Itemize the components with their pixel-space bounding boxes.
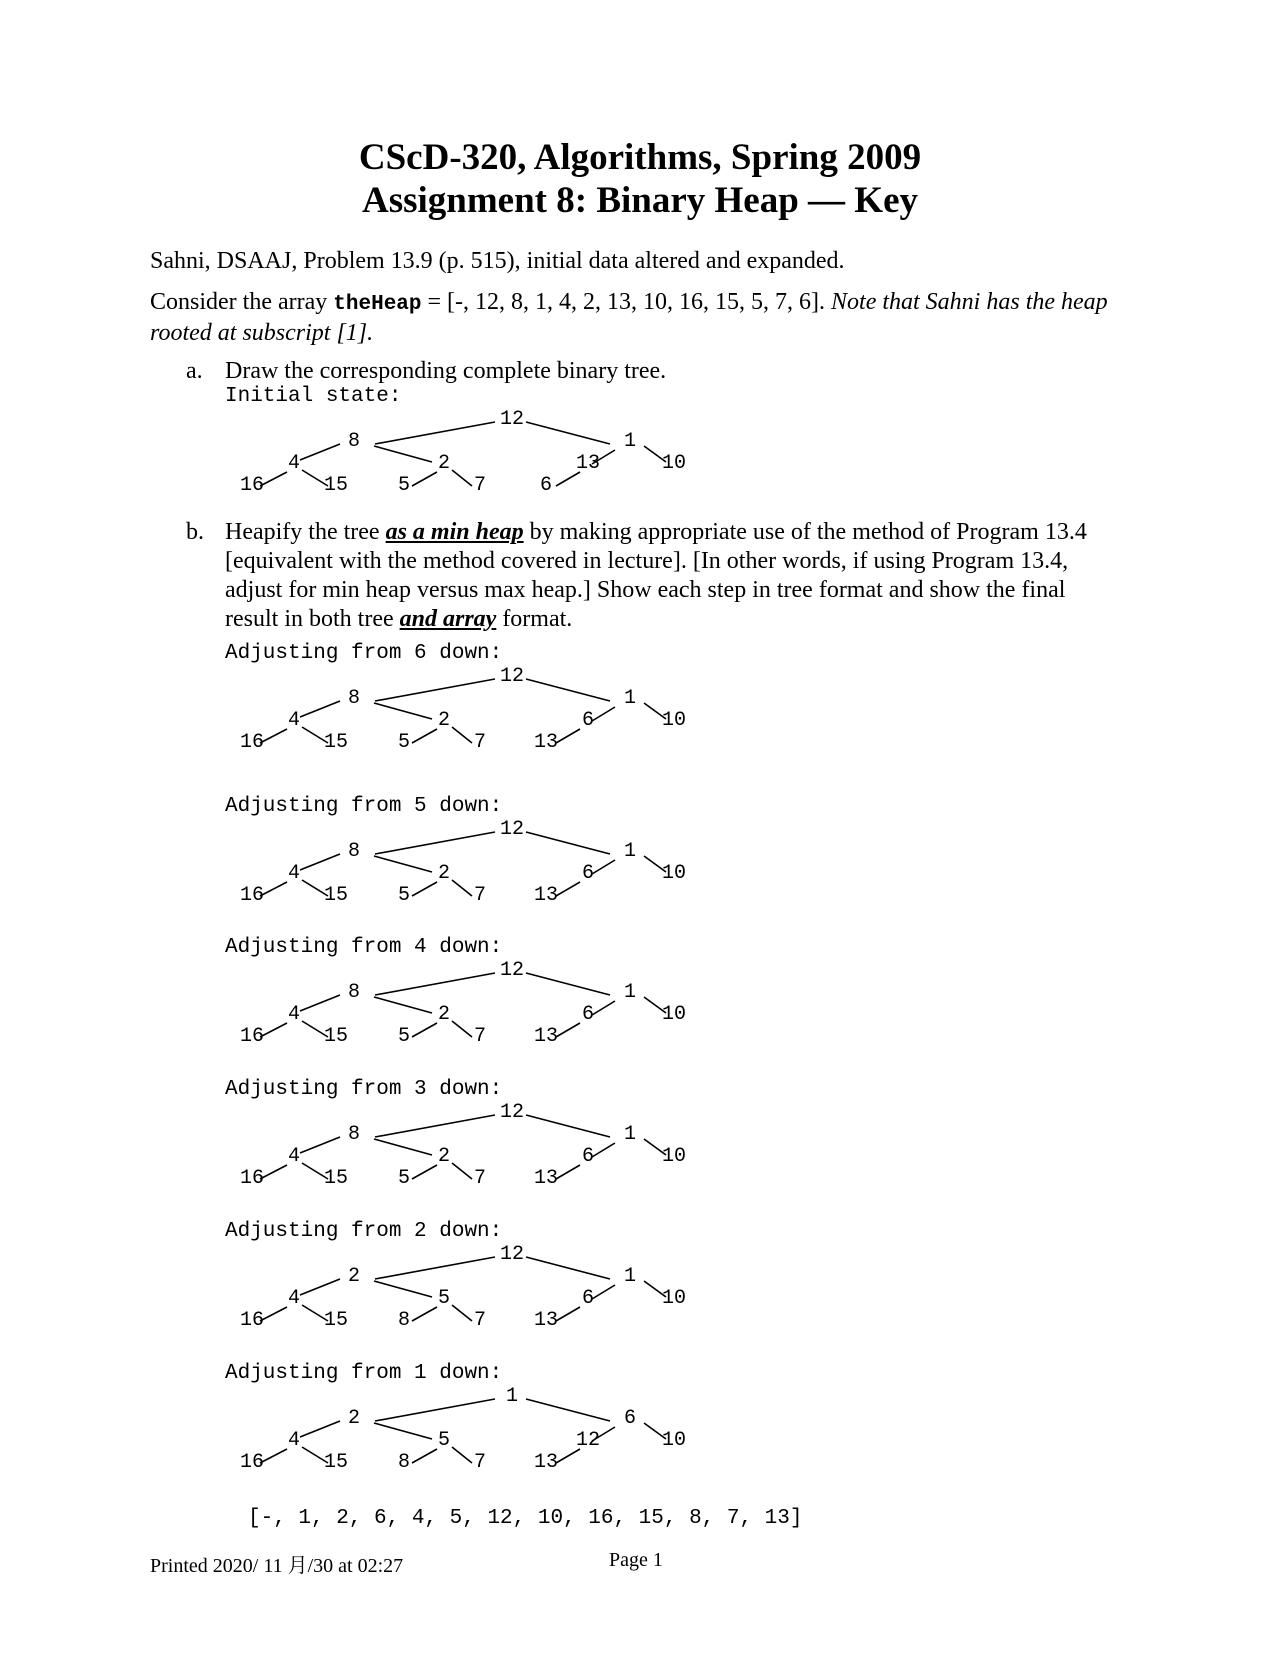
tree-node: 7 <box>473 1025 487 1048</box>
tree-node: 7 <box>473 1309 487 1332</box>
tree-node: 7 <box>473 884 487 907</box>
heap-tree <box>220 400 720 496</box>
tree-edge <box>526 1257 610 1279</box>
tree-edge <box>374 1139 432 1155</box>
tree-edge <box>300 995 340 1011</box>
tree-edge <box>375 679 495 701</box>
tree-node: 16 <box>239 1167 265 1190</box>
tree-edge <box>556 1023 580 1037</box>
tree-node: 10 <box>661 709 687 732</box>
tree-edge <box>375 832 495 854</box>
tree-edge <box>300 1279 340 1295</box>
tree-node: 10 <box>661 1429 687 1452</box>
tree-node: 7 <box>473 1451 487 1474</box>
tree-edge <box>374 1423 432 1439</box>
tree-node: 16 <box>239 1451 265 1474</box>
tree-node: 5 <box>437 1429 451 1452</box>
tree-node: 2 <box>437 709 451 732</box>
tree-node: 10 <box>661 1145 687 1168</box>
note-text: Note that Sahni has the heap rooted at subscript [1]. <box>150 289 1108 346</box>
tree-edge <box>592 707 615 721</box>
tree-node: 15 <box>323 731 349 754</box>
tree-edge <box>375 1399 495 1421</box>
tree-node: 8 <box>397 1309 411 1332</box>
part-b-label: b. <box>186 519 204 545</box>
tree-node: 4 <box>287 1003 301 1026</box>
part-a <box>186 357 1186 387</box>
tree-node: 4 <box>287 1287 301 1310</box>
tree-edge <box>526 679 610 701</box>
tree-node: 12 <box>499 408 525 431</box>
tree-edge <box>556 1307 580 1321</box>
heap-tree <box>220 951 720 1047</box>
tree-edge <box>526 832 610 854</box>
tree-caption: Adjusting from 5 down: <box>225 795 503 818</box>
tree-node: 6 <box>623 1407 637 1430</box>
tree-node: 6 <box>581 709 595 732</box>
tree-node: 7 <box>473 1167 487 1190</box>
tree-edge <box>260 1023 287 1037</box>
tree-node: 10 <box>661 1287 687 1310</box>
tree-node: 15 <box>323 1309 349 1332</box>
tree-edge <box>452 470 472 486</box>
tree-node: 7 <box>473 731 487 754</box>
tree-node: 13 <box>533 1167 559 1190</box>
heap-tree <box>220 1377 720 1473</box>
tree-edge <box>592 1285 615 1299</box>
tree-node: 8 <box>347 840 361 863</box>
tree-node: 4 <box>287 1145 301 1168</box>
tree-edge <box>592 860 615 874</box>
tree-edge <box>526 422 610 444</box>
tree-edge <box>452 1305 472 1321</box>
tree-edge <box>592 1001 615 1015</box>
part-b <box>186 518 1186 638</box>
tree-edge <box>452 1021 472 1037</box>
tree-node: 6 <box>581 1287 595 1310</box>
heap-tree <box>220 1093 720 1189</box>
tree-edge <box>260 472 287 486</box>
tree-edge <box>452 727 472 743</box>
tree-edge <box>260 1449 287 1463</box>
heap-tree <box>220 1235 720 1331</box>
tree-edge <box>412 1165 437 1179</box>
tree-node: 1 <box>623 1265 637 1288</box>
tree-node: 6 <box>539 474 553 497</box>
tree-node: 1 <box>623 430 637 453</box>
tree-caption: Adjusting from 6 down: <box>225 642 503 665</box>
tree-edge <box>556 729 580 743</box>
tree-node: 8 <box>347 687 361 710</box>
consider-prefix: Consider the array <box>150 289 334 315</box>
tree-node: 16 <box>239 1025 265 1048</box>
source-line: Sahni, DSAAJ, Problem 13.9 (p. 515), initial data altered and expanded. <box>150 248 845 274</box>
tree-edge <box>375 1257 495 1279</box>
array-value: = [-, 12, 8, 1, 4, 2, 13, 10, 16, 15, 5, 7, 6]. <box>421 289 832 315</box>
tree-node: 1 <box>623 981 637 1004</box>
heap-tree <box>220 810 720 906</box>
tree-node: 1 <box>505 1385 519 1408</box>
tree-node: 15 <box>323 1025 349 1048</box>
part-b-emph-1: as a min heap <box>385 519 524 545</box>
array-name: theHeap <box>333 293 422 316</box>
tree-edge <box>374 703 432 719</box>
tree-node: 6 <box>581 862 595 885</box>
tree-caption: Adjusting from 4 down: <box>225 936 503 959</box>
tree-node: 2 <box>437 452 451 475</box>
tree-edge <box>300 1421 340 1437</box>
title-line-2: Assignment 8: Binary Heap — Key <box>361 180 919 221</box>
tree-edge <box>260 882 287 896</box>
tree-node: 5 <box>437 1287 451 1310</box>
tree-caption: Adjusting from 1 down: <box>225 1362 503 1385</box>
tree-edge <box>374 997 432 1013</box>
tree-node: 16 <box>239 884 265 907</box>
tree-node: 2 <box>347 1265 361 1288</box>
tree-edge <box>375 422 495 444</box>
tree-edge <box>556 882 580 896</box>
part-b-emph-2: and array <box>399 606 497 632</box>
tree-node: 13 <box>575 452 601 475</box>
tree-edge <box>412 1023 437 1037</box>
tree-node: 6 <box>581 1003 595 1026</box>
tree-edge <box>374 856 432 872</box>
tree-edge <box>526 1399 610 1421</box>
tree-node: 2 <box>347 1407 361 1430</box>
tree-edge <box>260 729 287 743</box>
tree-node: 1 <box>623 687 637 710</box>
tree-node: 2 <box>437 1145 451 1168</box>
tree-node: 15 <box>323 1167 349 1190</box>
tree-node: 6 <box>581 1145 595 1168</box>
tree-node: 13 <box>533 1309 559 1332</box>
tree-node: 13 <box>533 1025 559 1048</box>
tree-node: 12 <box>499 959 525 982</box>
tree-node: 10 <box>661 1003 687 1026</box>
tree-edge <box>300 854 340 870</box>
part-b-text-2: by making appropriate use of the method of Program 13.4 [equivalent with the method covered in lecture]. [In other words, if using Program 13.4, adjust for min heap versus max heap.] Show each step in tree format and show the final result in both tree <box>225 519 1087 632</box>
tree-edge <box>452 880 472 896</box>
tree-node: 8 <box>347 430 361 453</box>
tree-node: 12 <box>575 1429 601 1452</box>
tree-node: 12 <box>499 818 525 841</box>
tree-edge <box>526 1115 610 1137</box>
part-b-text-3: format. <box>496 606 573 632</box>
tree-node: 7 <box>473 474 487 497</box>
tree-node: 4 <box>287 452 301 475</box>
page-number: Page 1 <box>609 1549 663 1571</box>
tree-node: 15 <box>323 474 349 497</box>
tree-node: 4 <box>287 862 301 885</box>
tree-caption: Adjusting from 2 down: <box>225 1220 503 1243</box>
consider-paragraph <box>150 288 1110 348</box>
tree-node: 4 <box>287 709 301 732</box>
tree-edge <box>374 1281 432 1297</box>
tree-node: 13 <box>533 731 559 754</box>
tree-node: 2 <box>437 1003 451 1026</box>
tree-node: 5 <box>397 884 411 907</box>
tree-node: 12 <box>499 1243 525 1266</box>
tree-node: 13 <box>533 884 559 907</box>
tree-node: 2 <box>437 862 451 885</box>
printed-date: Printed 2020/ 11 月/30 at 02:27 <box>150 1555 404 1577</box>
tree-node: 5 <box>397 474 411 497</box>
heap-tree <box>220 657 720 753</box>
tree-edge <box>260 1307 287 1321</box>
tree-node: 15 <box>323 884 349 907</box>
tree-node: 5 <box>397 1167 411 1190</box>
tree-edge <box>412 1449 437 1463</box>
tree-edge <box>412 729 437 743</box>
title-line-1: CScD-320, Algorithms, Spring 2009 <box>358 137 922 178</box>
tree-node: 5 <box>397 1025 411 1048</box>
tree-node: 15 <box>323 1451 349 1474</box>
tree-node: 8 <box>397 1451 411 1474</box>
tree-node: 10 <box>661 862 687 885</box>
part-b-text-1: Heapify the tree <box>225 519 386 545</box>
tree-node: 16 <box>239 474 265 497</box>
tree-edge <box>452 1447 472 1463</box>
part-a-text: Draw the corresponding complete binary tree. <box>225 358 667 384</box>
tree-edge <box>526 973 610 995</box>
tree-edge <box>260 1165 287 1179</box>
tree-node: 1 <box>623 1123 637 1146</box>
tree-node: 16 <box>239 731 265 754</box>
tree-edge <box>556 1165 580 1179</box>
tree-node: 10 <box>661 452 687 475</box>
tree-edge <box>412 472 437 486</box>
tree-edge <box>300 444 340 460</box>
part-a-label: a. <box>186 358 203 384</box>
tree-edge <box>592 1143 615 1157</box>
part-b-text <box>225 518 1115 634</box>
tree-edge <box>412 1307 437 1321</box>
tree-edge <box>300 1137 340 1153</box>
tree-edge <box>300 701 340 717</box>
tree-node: 12 <box>499 665 525 688</box>
tree-node: 8 <box>347 981 361 1004</box>
tree-edge <box>375 973 495 995</box>
tree-node: 12 <box>499 1101 525 1124</box>
tree-caption: Adjusting from 3 down: <box>225 1078 503 1101</box>
tree-edge <box>374 446 432 462</box>
final-array: [-, 1, 2, 6, 4, 5, 12, 10, 16, 15, 8, 7, 13] <box>248 1507 803 1530</box>
tree-edge <box>375 1115 495 1137</box>
tree-node: 4 <box>287 1429 301 1452</box>
tree-node: 1 <box>623 840 637 863</box>
tree-edge <box>412 882 437 896</box>
tree-node: 5 <box>397 731 411 754</box>
tree-node: 8 <box>347 1123 361 1146</box>
tree-node: 16 <box>239 1309 265 1332</box>
tree-caption: Initial state: <box>225 385 402 408</box>
tree-edge <box>452 1163 472 1179</box>
tree-node: 13 <box>533 1451 559 1474</box>
